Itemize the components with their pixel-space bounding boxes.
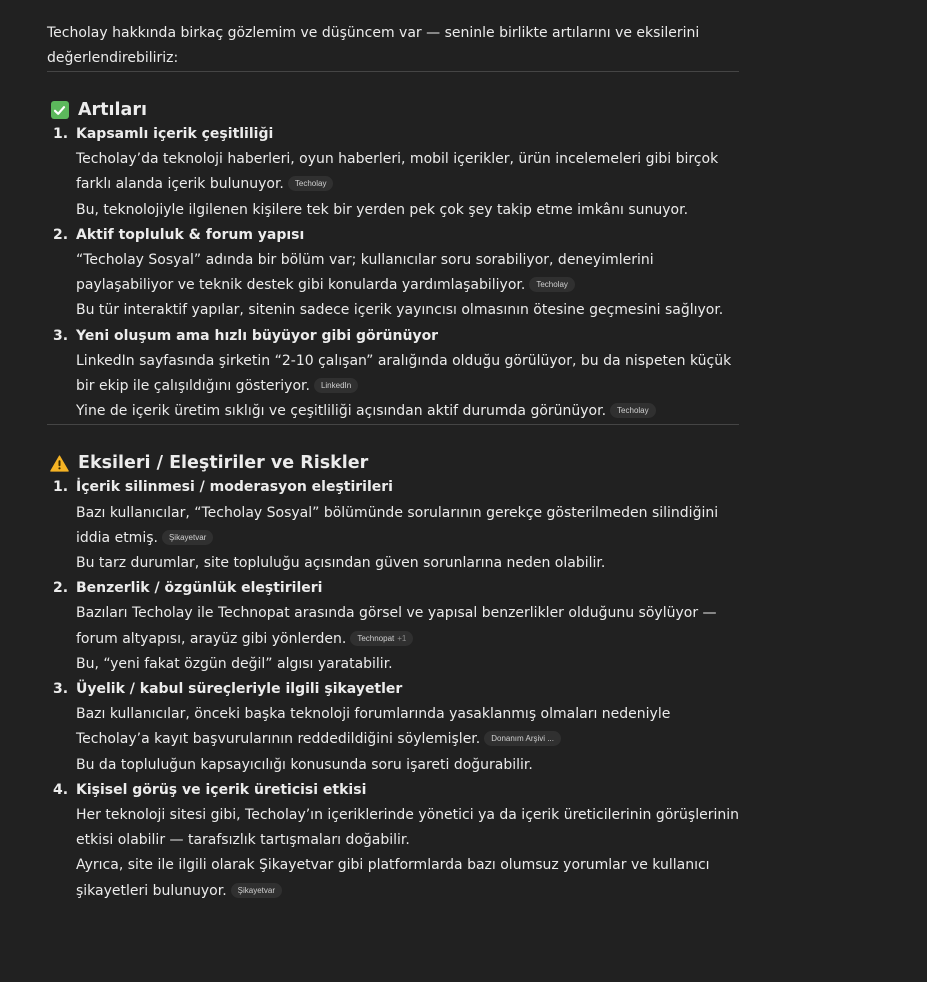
- source-citation-chip[interactable]: Techolay: [529, 277, 575, 292]
- item-text: Yine de içerik üretim sıklığı ve çeşitliliği açısından aktif durumda görünüyor. Techolay: [76, 399, 739, 424]
- source-citation-chip[interactable]: LinkedIn: [314, 378, 358, 393]
- source-citation-chip[interactable]: Şikayetvar: [231, 883, 282, 898]
- item-text: Bu tür interaktif yapılar, sitenin sadece içerik yayıncısı olmasının ötesine geçmesini sağlıyor.: [76, 302, 724, 319]
- item-number: 1.: [53, 479, 69, 496]
- item-text: Bazı kullanıcılar, “Techolay Sosyal” bölümünde sorularının gerekçe gösterilmeden silindiğini iddia etmiş. Şikayetvar: [76, 504, 719, 546]
- check-mark-icon: [50, 101, 69, 120]
- item-number: 2.: [53, 580, 69, 597]
- more-sources-count: +1: [397, 633, 407, 643]
- item-text: Her teknoloji sitesi gibi, Techolay’ın içeriklerinde yönetici ya da içerik üreticilerinin görüşlerinin etkisi olabilir — tarafsızlık tartışmaları doğabilir.: [76, 807, 739, 849]
- item-text: Techolay’da teknoloji haberleri, oyun haberleri, mobil içerikler, ürün incelemeleri gibi birçok farklı alanda içerik bulunuyor. Techolay: [76, 151, 719, 193]
- item-text: Bazıları Techolay ile Technopat arasında görsel ve yapısal benzerlikler olduğunu söylüyor — forum altyapısı, arayüz gibi yönlerden. Technopat +1: [76, 605, 717, 647]
- item-title: İçerik silinmesi / moderasyon eleştirileri: [76, 479, 393, 496]
- item-title: Yeni oluşum ama hızlı büyüyor gibi görünüyor: [76, 327, 439, 344]
- item-title: Üyelik / kabul süreçleriyle ilgili şikayetler: [76, 681, 403, 698]
- pros-heading: [47, 98, 739, 122]
- item-title: Benzerlik / özgünlük eleştirileri: [76, 580, 323, 597]
- list-item: [47, 475, 739, 576]
- list-item: [47, 677, 739, 778]
- item-text: Bu, “yeni fakat özgün değil” algısı yaratabilir.: [76, 655, 393, 672]
- item-text: Bu, teknolojiyle ilgilenen kişilere tek bir yerden pek çok şey takip etme imkânı sunuyor.: [76, 201, 689, 218]
- source-citation-chip[interactable]: Technopat +1: [350, 631, 413, 646]
- item-title: Aktif topluluk & forum yapısı: [76, 226, 305, 243]
- item-text: Bu da topluluğun kapsayıcılığı konusunda soru işareti doğurabilir.: [76, 756, 533, 773]
- pros-list: [47, 122, 739, 424]
- item-title: Kişisel görüş ve içerik üreticisi etkisi: [76, 781, 367, 798]
- list-item: [47, 223, 739, 324]
- source-citation-chip[interactable]: Şikayetvar: [162, 530, 213, 545]
- item-text: LinkedIn sayfasında şirketin “2-10 çalışan” aralığında olduğu görülüyor, bu da nispeten küçük bir ekip ile çalışıldığını gösteriyor. LinkedIn: [76, 352, 732, 395]
- source-citation-chip[interactable]: Techolay: [610, 403, 656, 418]
- source-citation-chip[interactable]: Techolay: [288, 176, 334, 191]
- cons-heading: [47, 451, 739, 475]
- item-number: 3.: [53, 327, 69, 344]
- list-item: [47, 576, 739, 677]
- cons-list: [47, 475, 739, 903]
- item-text: “Techolay Sosyal” adında bir bölüm var; kullanıcılar soru sorabiliyor, deneyimlerini paylaşabiliyor ve teknik destek gibi konularda yardımlaşabiliyor. Techolay: [76, 252, 654, 294]
- item-number: 4.: [53, 781, 69, 798]
- item-number: 2.: [53, 226, 69, 243]
- item-text: Bu tarz durumlar, site topluluğu açısından güven sorunlarına neden olabilir.: [76, 555, 606, 572]
- intro-text: Techolay hakkında birkaç gözlemim ve düşüncem var — seninle birlikte artılarını ve eksilerini değerlendirebiliriz:: [47, 25, 700, 66]
- item-text: Bazı kullanıcılar, önceki başka teknoloji forumlarında yasaklanmış olmaları nedeniyle Techolay’a kayıt başvurularının reddedildiğini söylemişler. Donanım Arşivi ...: [76, 706, 671, 748]
- divider: [47, 71, 739, 72]
- list-item: [47, 122, 739, 223]
- response-content: [47, 21, 739, 904]
- cons-title: Eksileri / Eleştiriler ve Riskler: [78, 453, 369, 474]
- item-title: Kapsamlı içerik çeşitliliği: [76, 126, 274, 142]
- source-citation-chip[interactable]: Donanım Arşivi ...: [484, 731, 561, 746]
- pros-title: Artıları: [78, 100, 147, 120]
- warning-icon: [50, 454, 69, 473]
- list-item: [47, 778, 739, 904]
- item-number: 3.: [53, 681, 69, 698]
- item-text: Ayrıca, site ile ilgili olarak Şikayetvar gibi platformlarda bazı olumsuz yorumlar ve kullanıcı şikayetleri bulunuyor. Şikayetvar: [76, 857, 710, 899]
- divider: [47, 424, 739, 425]
- item-number: 1.: [53, 126, 69, 142]
- list-item: [47, 324, 739, 425]
